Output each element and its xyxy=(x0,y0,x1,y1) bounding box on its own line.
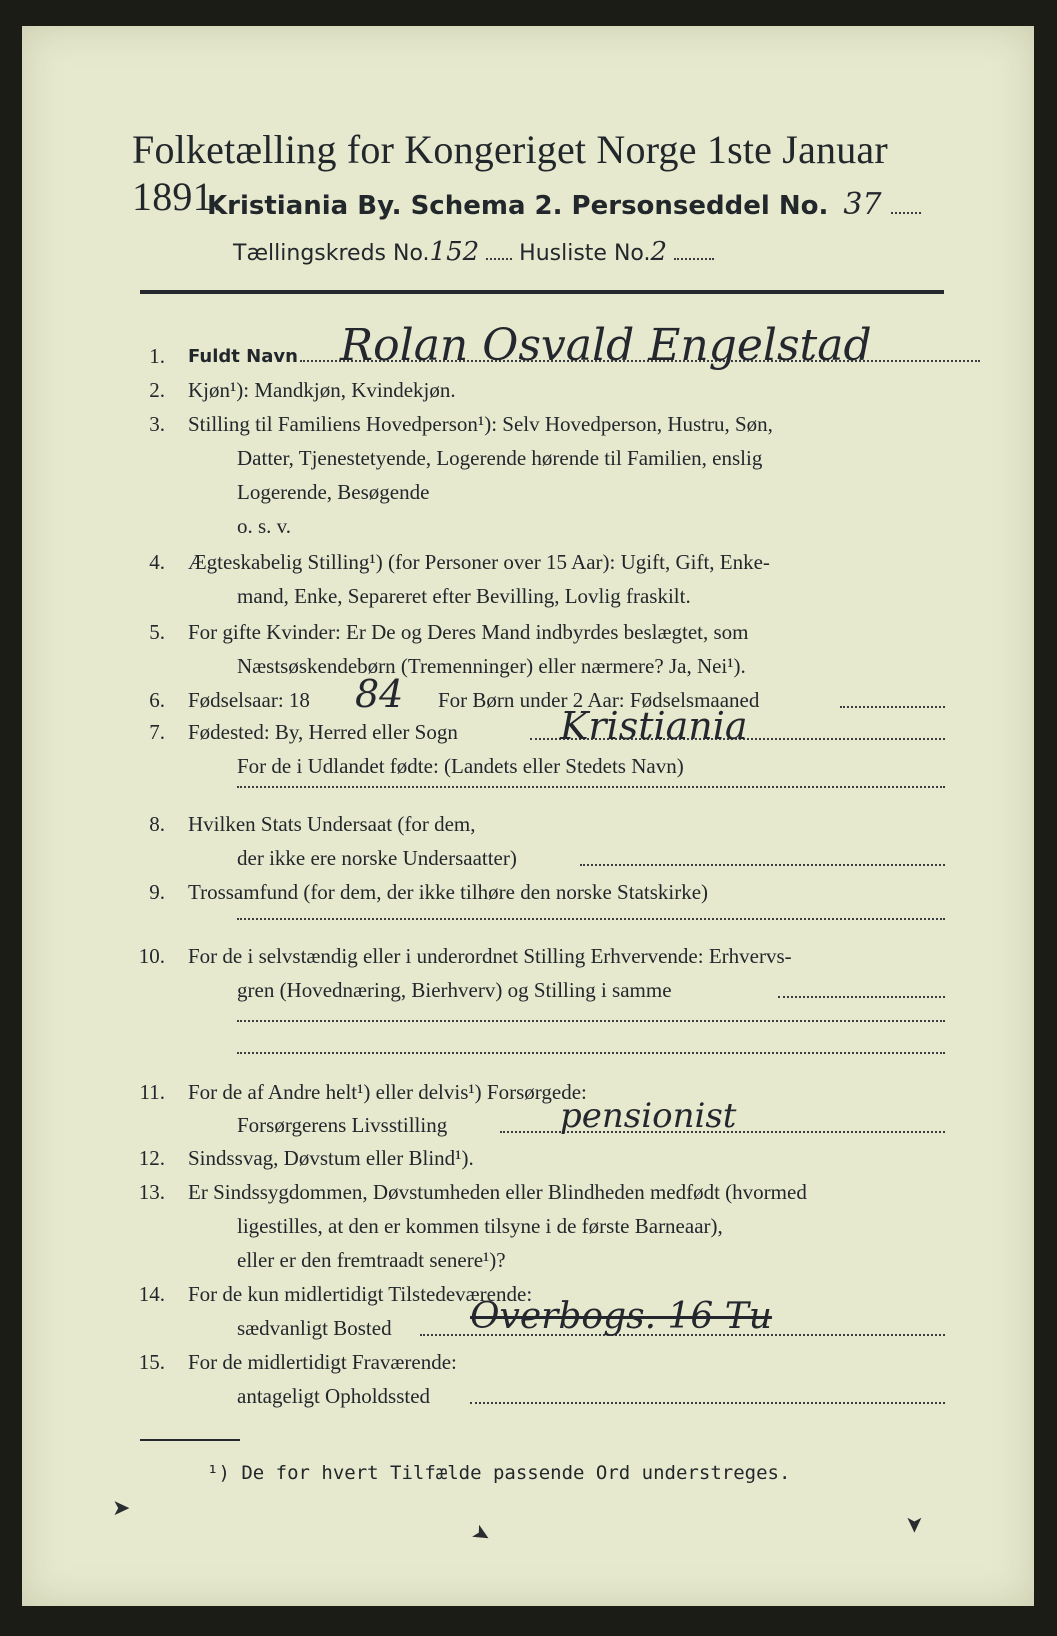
fill-line xyxy=(778,996,945,998)
item-15-line-1: For de midlertidigt Fraværende: xyxy=(188,1350,457,1374)
item-11-line-1: For de af Andre helt¹) eller delvis¹) Forsørgede: xyxy=(188,1080,587,1104)
fill-line xyxy=(470,1402,945,1404)
item-3-line-2: Datter, Tjenestetyende, Logerende hørende til Familien, enslig xyxy=(237,446,763,470)
fill-line xyxy=(580,864,945,866)
item-5-line-1: For gifte Kvinder: Er De og Deres Mand indbyrdes beslægtet, som xyxy=(188,620,749,644)
usual-residence-handwriting: Overbogs. 16 Tu xyxy=(470,1296,772,1337)
item-14-line-2: sædvanligt Bosted xyxy=(237,1316,392,1340)
personseddel-number: 37 xyxy=(843,187,882,222)
item-7-line-1: Fødested: By, Herred eller Sogn xyxy=(188,720,458,744)
house-list-number: 2 xyxy=(650,237,668,267)
item-number: 1. xyxy=(149,344,165,368)
item-number: 10. xyxy=(138,944,165,968)
item-11-line-2: Forsørgerens Livsstilling xyxy=(237,1113,448,1137)
item-1-label: Fuldt Navn xyxy=(188,346,298,367)
schema-label: Kristiania By. Schema 2. Personseddel No. xyxy=(207,191,829,221)
item-number: 12. xyxy=(138,1146,165,1170)
item-12-line-1: Sindssvag, Døvstum eller Blind¹). xyxy=(188,1146,474,1170)
item-10-line-1: For de i selvstændig eller i underordnet Stilling Erhvervende: Erhvervs- xyxy=(188,944,792,968)
item-7-line-2: For de i Udlandet fødte: (Landets eller Stedets Navn) xyxy=(237,754,684,778)
item-3-line-1: Stilling til Familiens Hovedperson¹): Selv Hovedperson, Hustru, Søn, xyxy=(188,412,773,436)
item-number: 2. xyxy=(149,378,165,402)
item-8-line-1: Hvilken Stats Undersaat (for dem, xyxy=(188,812,476,836)
item-number: 14. xyxy=(138,1282,165,1306)
item-3-line-4: o. s. v. xyxy=(237,514,292,538)
scan-mark: ➤ xyxy=(112,1496,131,1521)
item-5-line-2: Næstsøskendebørn (Tremenninger) eller nærmere? Ja, Nei¹). xyxy=(237,654,746,678)
item-number: 7. xyxy=(149,720,165,744)
fill-line xyxy=(237,786,945,788)
item-number: 3. xyxy=(149,412,165,436)
item-number: 15. xyxy=(138,1350,165,1374)
item-number: 9. xyxy=(149,880,165,904)
house-list-label: Husliste No. xyxy=(519,241,651,266)
item-10-line-2: gren (Hovednæring, Bierhverv) og Stilling i samme xyxy=(237,978,672,1002)
item-4-line-1: Ægteskabelig Stilling¹) (for Personer over 15 Aar): Ugift, Gift, Enke- xyxy=(188,550,770,574)
item-number: 11. xyxy=(139,1080,165,1104)
full-name-handwriting: Rolan Osvald Engelstad xyxy=(340,320,872,371)
footnote: ¹) De for hvert Tilfælde passende Ord understreges. xyxy=(207,1462,791,1484)
item-number: 8. xyxy=(149,812,165,836)
item-number: 5. xyxy=(149,620,165,644)
item-13-line-2: ligestilles, at den er kommen tilsyne i de første Barneaar), xyxy=(237,1214,723,1238)
item-number: 4. xyxy=(149,550,165,574)
fill-line xyxy=(840,706,945,708)
district-number: 152 xyxy=(429,237,480,267)
item-14-line-1: For de kun midlertidigt Tilstedeværende: xyxy=(188,1282,533,1306)
item-6-line-1: Fødselsaar: 18 xyxy=(188,688,310,712)
form-title: Folketælling for Kongeriget Norge 1ste Januar 1891. xyxy=(132,127,888,219)
district-label: Tællingskreds No. xyxy=(233,241,430,266)
fill-line xyxy=(237,1020,945,1022)
district-line xyxy=(233,237,714,267)
item-13-line-1: Er Sindssygdommen, Døvstumheden eller Blindheden medfødt (hvormed xyxy=(188,1180,807,1204)
fill-line xyxy=(237,1052,945,1054)
item-number: 6. xyxy=(149,688,165,712)
provider-occupation-handwriting: pensionist xyxy=(560,1096,737,1136)
footnote-rule xyxy=(140,1439,240,1441)
item-9-line-1: Trossamfund (for dem, der ikke tilhøre den norske Statskirke) xyxy=(188,880,709,904)
item-number: 13. xyxy=(138,1180,165,1204)
item-8-line-2: der ikke ere norske Undersaatter) xyxy=(237,846,517,870)
schema-line xyxy=(207,187,921,222)
item-13-line-3: eller er den fremtraadt senere¹)? xyxy=(237,1248,506,1272)
item-6-line-2: For Børn under 2 Aar: Fødselsmaaned xyxy=(438,688,760,712)
item-4-line-2: mand, Enke, Separeret efter Bevilling, Lovlig fraskilt. xyxy=(237,584,691,608)
item-2-label: Kjøn¹): Mandkjøn, Kvindekjøn. xyxy=(188,378,456,402)
item-15-line-2: antageligt Opholdssted xyxy=(237,1384,431,1408)
item-3-line-3: Logerende, Besøgende xyxy=(237,480,430,504)
birthplace-handwriting: Kristiania xyxy=(560,704,748,748)
header-rule xyxy=(140,290,944,294)
birth-year-handwriting: 84 xyxy=(355,672,404,716)
scan-mark: ➤ xyxy=(466,1519,496,1550)
fill-line xyxy=(237,918,945,920)
scan-mark: ➤ xyxy=(901,1515,927,1534)
